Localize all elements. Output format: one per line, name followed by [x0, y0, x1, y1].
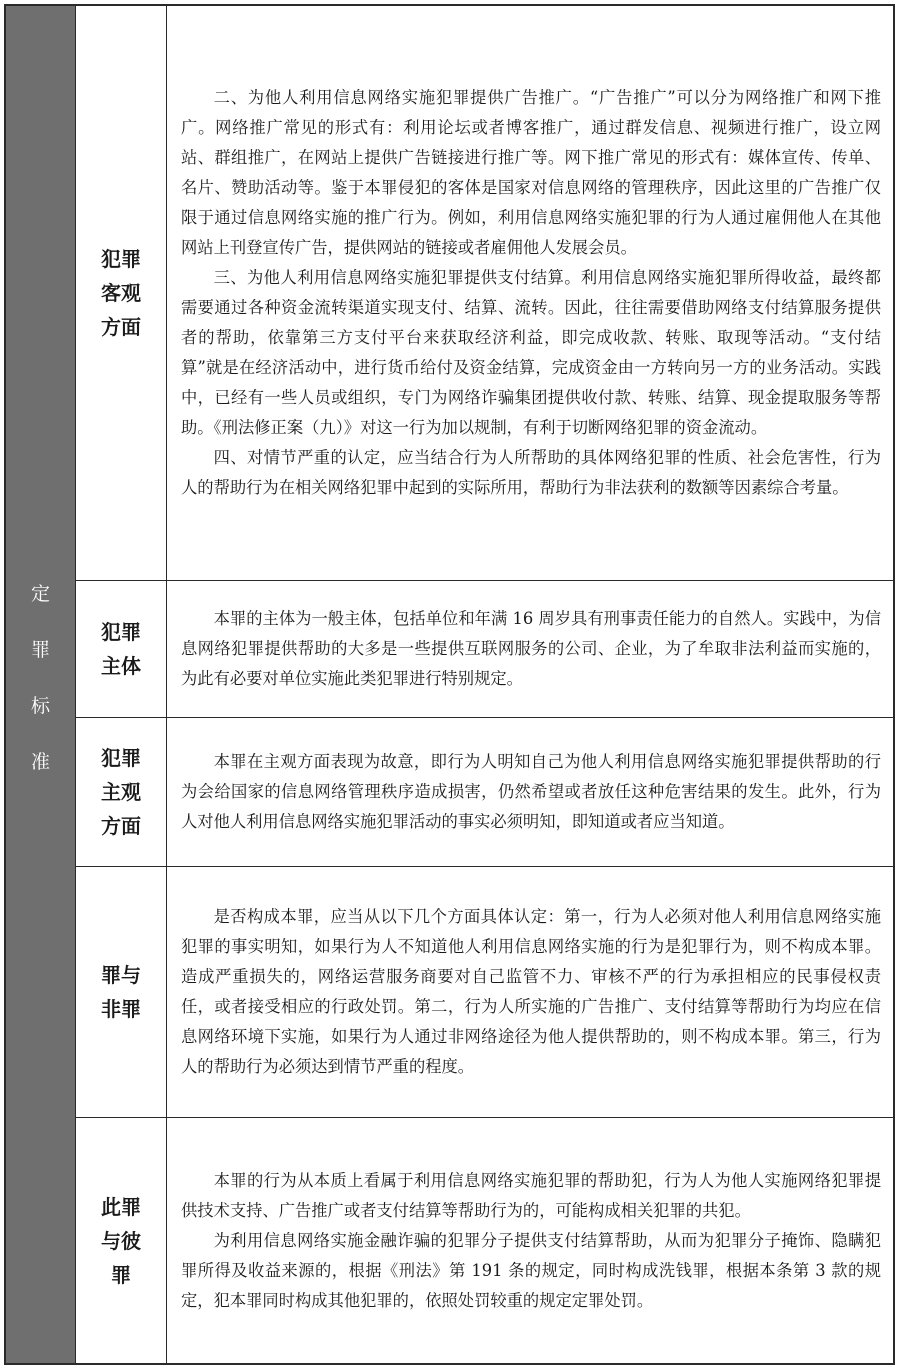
- paragraph: 本罪的行为从本质上看属于利用信息网络实施犯罪的帮助犯，行为人为他人实施网络犯罪提供技术支持、广告推广或者支付结算等帮助行为的，可能构成相关犯罪的共犯。: [181, 1170, 881, 1220]
- row-content: [167, 718, 893, 866]
- paragraph: 本罪的主体为一般主体，包括单位和年满 16 周岁具有刑事责任能力的自然人。实践中，为信息网络犯罪提供帮助的大多是一些提供互联网服务的公司、企业，为了牟取非法利益而实施的，为此有必要对单位实施此类犯罪进行特别规定。: [181, 609, 881, 688]
- row-label: 罪与非罪: [101, 963, 141, 1021]
- paragraph: 二、为他人利用信息网络实施犯罪提供广告推广。“广告推广”可以分为网络推广和网下推广。网络推广常见的形式有：利用论坛或者博客推广，通过群发信息、视频进行推广，设立网站、群组推广，在网站上提供广告链接进行推广等。网下推广常见的形式有：媒体宣传、传单、名片、赞助活动等。鉴于本罪侵犯的客体是国家对信息网络的管理秩序，因此这里的广告推广仅限于通过信息网络实施的推广行为。例如，利用信息网络实施犯罪的行为人通过雇佣他人在其他网站上刊登宣传广告，提供网站的链接或者雇佣他人发展会员。: [181, 88, 881, 257]
- paragraph: 本罪在主观方面表现为故意，即行为人明知自己为他人利用信息网络实施犯罪提供帮助的行为会给国家的信息网络管理秩序造成损害，仍然希望或者放任这种危害结果的发生。此外，行为人对他人利用信息网络实施犯罪活动的事实必须明知，即知道或者应当知道。: [181, 752, 881, 831]
- row-crime-or-not: [76, 866, 893, 1117]
- row-label-cell: [76, 581, 167, 717]
- side-title: [6, 566, 75, 790]
- criteria-table: [4, 4, 895, 1365]
- side-title-char: 罪: [30, 639, 50, 661]
- side-title-char: 准: [30, 751, 50, 773]
- row-content: [167, 581, 893, 717]
- row-label-cell: [76, 1118, 167, 1363]
- row-content: [167, 6, 893, 580]
- row-subject: [76, 580, 893, 717]
- side-title-char: 定: [30, 583, 50, 605]
- row-label: 犯罪主体: [101, 620, 141, 678]
- row-content: [167, 867, 893, 1117]
- row-label-cell: [76, 867, 167, 1117]
- row-content: [167, 1118, 893, 1363]
- paragraph: 是否构成本罪，应当从以下几个方面具体认定：第一，行为人必须对他人利用信息网络实施犯罪的事实明知，如果行为人不知道他人利用信息网络实施的行为是犯罪行为，则不构成本罪。造成严重损失的，网络运营服务商要对自己监管不力、审核不严的行为承担相应的民事侵权责任，或者接受相应的行政处罚。第二，行为人所实施的广告推广、支付结算等帮助行为均应在信息网络环境下实施，如果行为人通过非网络途径为他人提供帮助的，则不构成本罪。第三，行为人的帮助行为必须达到情节严重的程度。: [181, 907, 881, 1076]
- row-this-crime-vs-other: [76, 1117, 893, 1363]
- side-header: [6, 6, 76, 1363]
- row-label: 犯罪主观方面: [101, 746, 141, 838]
- row-label-cell: [76, 718, 167, 866]
- paragraph: 为利用信息网络实施金融诈骗的犯罪分子提供支付结算帮助，从而为犯罪分子掩饰、隐瞒犯罪所得及收益来源的，根据《刑法》第 191 条的规定，同时构成洗钱罪，根据本条第 3 款的规定，犯本罪同时构成其他犯罪的，依照处罚较重的规定定罪处罚。: [181, 1230, 881, 1310]
- paragraph: 三、为他人利用信息网络实施犯罪提供支付结算。利用信息网络实施犯罪所得收益，最终都需要通过各种资金流转渠道实现支付、结算、流转。因此，往往需要借助网络支付结算服务提供者的帮助，依靠第三方支付平台来获取经济利益，即完成收款、转账、取现等活动。“支付结算”就是在经济活动中，进行货币给付及资金结算，完成资金由一方转向另一方的业务活动。实践中，已经有一些人员或组织，专门为网络诈骗集团提供收付款、转账、结算、现金提取服务等帮助。《刑法修正案（九）》对这一行为加以规制，有利于切断网络犯罪的资金流动。: [181, 268, 881, 437]
- row-label-cell: [76, 6, 167, 580]
- row-label: 犯罪客观方面: [101, 247, 141, 339]
- row-label: 此罪与彼罪: [101, 1194, 141, 1287]
- row-objective-aspect: [76, 6, 893, 580]
- row-subjective-aspect: [76, 717, 893, 866]
- paragraph: 四、对情节严重的认定，应当结合行为人所帮助的具体网络犯罪的性质、社会危害性，行为人的帮助行为在相关网络犯罪中起到的实际所用，帮助行为非法获利的数额等因素综合考量。: [181, 448, 881, 497]
- side-title-char: 标: [30, 695, 50, 717]
